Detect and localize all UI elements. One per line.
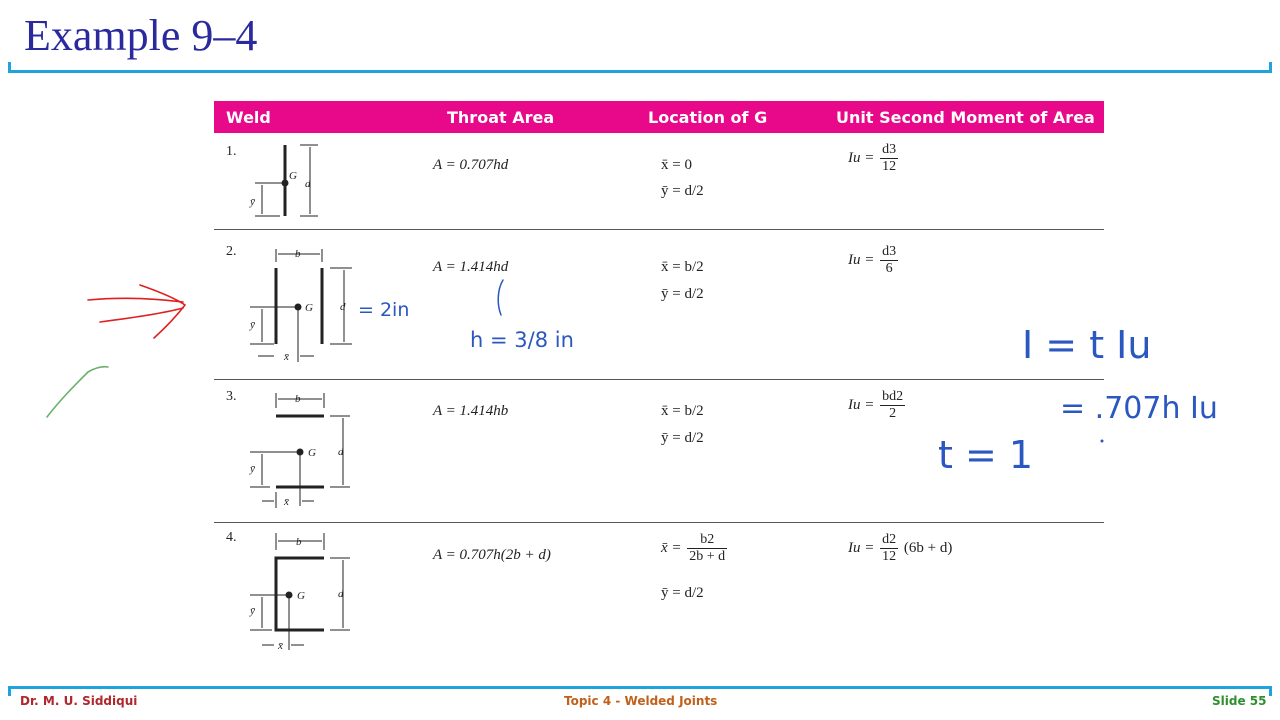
weld-diagram-4 — [250, 533, 350, 650]
label-G: G — [297, 590, 305, 602]
xbar-denominator: 2b + d — [689, 549, 726, 564]
iu-lhs: Iu = — [848, 396, 875, 413]
iu-fraction — [880, 142, 898, 175]
label-xbar: x̄ — [284, 351, 289, 363]
row-number: 1. — [226, 144, 237, 159]
bottom-rule — [8, 686, 1272, 689]
xbar-lhs: x̄ = — [661, 539, 682, 556]
label-d: d — [305, 178, 311, 190]
xbar-fraction — [687, 532, 727, 565]
iu-denominator: 12 — [882, 549, 897, 564]
iu-numerator: d2 — [882, 532, 897, 547]
ink-h-value: h = 3/8 in — [470, 328, 574, 352]
ink-d-value: = 2in — [358, 299, 410, 321]
header-weld: Weld — [226, 108, 271, 127]
red-arrow — [88, 285, 185, 338]
green-stroke — [47, 367, 108, 417]
table-header — [214, 101, 1104, 133]
ybar-formula: ȳ = d/2 — [661, 183, 704, 199]
ink-t-value: t = 1 — [938, 433, 1034, 477]
top-rule-left-tick — [8, 62, 11, 72]
header-location: Location of G — [648, 108, 768, 127]
weld-diagram-3 — [250, 393, 350, 508]
slide-title: Example 9–4 — [24, 11, 258, 60]
label-xbar: x̄ — [284, 496, 289, 508]
row-number: 3. — [226, 389, 237, 404]
footer-topic: Topic 4 - Welded Joints — [564, 694, 718, 708]
label-G: G — [305, 302, 313, 314]
iu-fraction — [880, 532, 898, 565]
header-second-moment: Unit Second Moment of Area — [836, 108, 1095, 127]
label-ybar: ȳ — [250, 196, 255, 208]
header-throat-area: Throat Area — [447, 108, 555, 127]
throat-area-formula: A = 0.707hd — [433, 157, 509, 173]
iu-fraction — [880, 244, 898, 277]
label-b: b — [295, 248, 301, 260]
label-d: d — [338, 446, 344, 458]
xbar-formula — [661, 532, 729, 565]
iu-denominator: 6 — [885, 261, 893, 276]
label-ybar: ȳ — [250, 605, 255, 617]
bottom-rule-left-tick — [8, 686, 11, 696]
ybar-formula: ȳ = d/2 — [661, 286, 704, 302]
footer-author: Dr. M. U. Siddiqui — [20, 694, 138, 708]
ybar-formula: ȳ = d/2 — [661, 430, 704, 446]
label-d: d — [340, 301, 346, 313]
row-number: 4. — [226, 530, 237, 545]
iu-formula — [848, 532, 952, 565]
label-G: G — [308, 447, 316, 459]
footer-slide-number: Slide 55 — [1212, 694, 1267, 708]
top-rule — [8, 70, 1272, 73]
throat-area-formula: A = 1.414hb — [433, 403, 509, 419]
throat-area-formula: A = 0.707h(2b + d) — [433, 547, 551, 563]
iu-fraction — [880, 389, 905, 422]
xbar-formula: x̄ = b/2 — [661, 403, 704, 419]
iu-denominator: 2 — [889, 406, 897, 421]
iu-denominator: 12 — [882, 159, 897, 174]
ink-i-equation-2: = .707h Iu — [1060, 391, 1218, 426]
throat-area-formula: A = 1.414hd — [433, 259, 509, 275]
iu-numerator: bd2 — [882, 389, 904, 404]
xbar-numerator: b2 — [687, 532, 727, 549]
iu-lhs: Iu = — [848, 149, 875, 166]
xbar-formula: x̄ = b/2 — [661, 259, 704, 275]
label-G: G — [289, 170, 297, 182]
weld-diagram-2 — [250, 249, 352, 362]
bottom-rule-right-tick — [1269, 686, 1272, 696]
label-xbar: x̄ — [278, 640, 283, 652]
row-separator — [214, 229, 1104, 230]
ink-i-equation-1: I = t Iu — [1022, 323, 1152, 367]
iu-lhs: Iu = — [848, 539, 875, 556]
iu-formula — [848, 244, 900, 277]
weld-diagram-1 — [255, 145, 318, 216]
ink-dot — [1101, 440, 1104, 443]
iu-numerator: d3 — [882, 142, 897, 157]
iu-formula — [848, 389, 907, 422]
xbar-formula: x̄ = 0 — [661, 157, 692, 173]
top-rule-right-tick — [1269, 62, 1272, 72]
label-b: b — [296, 536, 302, 548]
iu-formula — [848, 142, 900, 175]
ybar-formula: ȳ = d/2 — [661, 585, 704, 601]
label-d: d — [338, 588, 344, 600]
label-b: b — [295, 393, 301, 405]
label-ybar: ȳ — [250, 319, 255, 331]
iu-numerator: d3 — [882, 244, 897, 259]
iu-lhs: Iu = — [848, 251, 875, 268]
blue-paren-mark — [498, 280, 503, 315]
row-separator — [214, 379, 1104, 380]
iu-tail: (6b + d) — [903, 539, 953, 556]
label-ybar: ȳ — [250, 463, 255, 475]
row-separator — [214, 522, 1104, 523]
row-number: 2. — [226, 244, 237, 259]
